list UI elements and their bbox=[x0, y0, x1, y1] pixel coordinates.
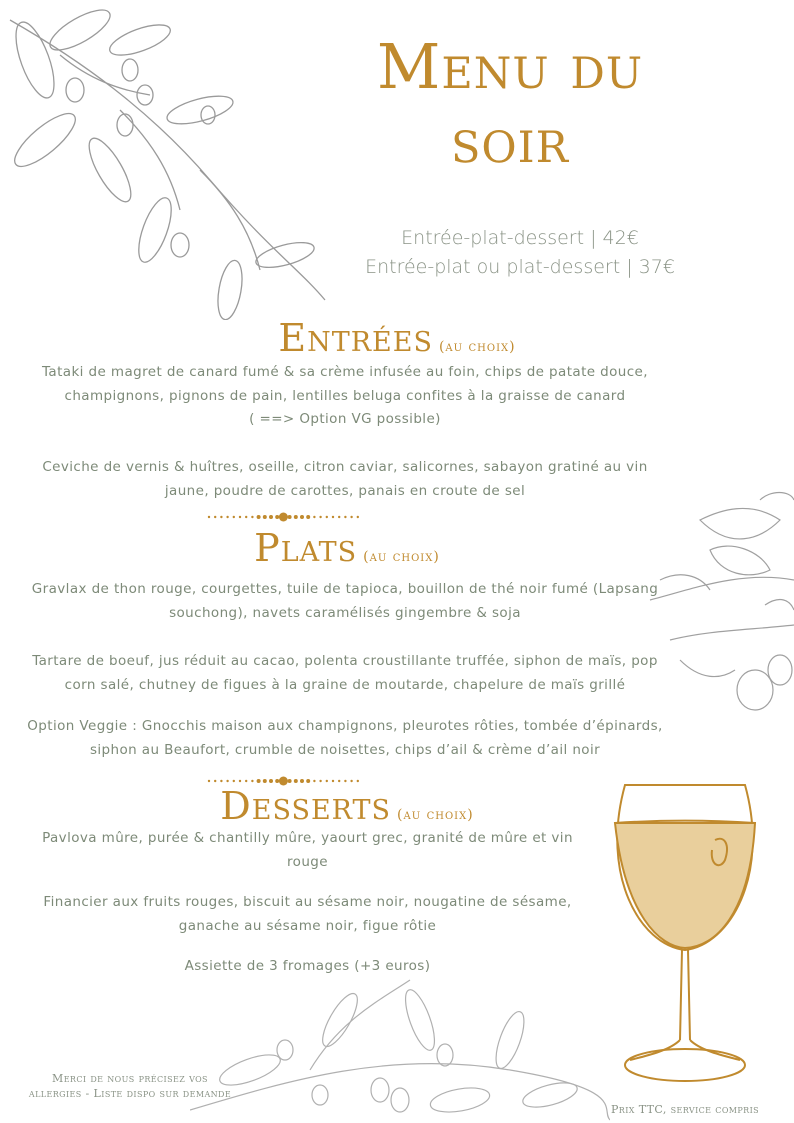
section-note: (au choix) bbox=[397, 807, 474, 823]
section-heading-desserts bbox=[0, 784, 744, 828]
section-heading-entrees bbox=[0, 316, 794, 360]
section-title: Desserts bbox=[220, 784, 392, 828]
dish-item: Pavlova mûre, purée & chantilly mûre, yaourt grec, granité de mûre et vin rouge bbox=[42, 830, 573, 870]
olive-branch-illustration bbox=[0, 0, 330, 320]
dish-item: Tataki de magret de canard fumé & sa crème infusée au foin, chips de patate douce, champignons, pignons de pain, lentilles beluga confites à la graisse de canard bbox=[42, 364, 648, 404]
price-note: Prix TTC, service compris bbox=[610, 1103, 760, 1116]
dish-item: Tartare de boeuf, jus réduit au cacao, polenta croustillante truffée, siphon de maïs, pop corn salé, chutney de figues à la graine de moutarde, chapelure de maïs grillé bbox=[32, 653, 658, 693]
dish-item: Financier aux fruits rouges, biscuit au sésame noir, nougatine de sésame, ganache au sésame noir, figue rôtie bbox=[43, 894, 572, 934]
allergy-line: Merci de nous précisez vos bbox=[52, 1072, 208, 1085]
section-heading-plats bbox=[0, 526, 744, 570]
dish-item: Assiette de 3 fromages (+3 euros) bbox=[184, 958, 431, 974]
dish-note: ( ==> Option VG possible) bbox=[249, 411, 441, 427]
section-note: (au choix) bbox=[363, 549, 440, 565]
allergy-line: allergies - Liste dispo sur demande bbox=[28, 1087, 232, 1100]
section-title: Entrées bbox=[278, 316, 433, 360]
section-title: Plats bbox=[254, 526, 358, 570]
pricing-block bbox=[350, 224, 690, 282]
dish-item: Option Veggie : Gnocchis maison aux champignons, pleurotes rôties, tombée d’épinards, siphon au Beaufort, crumble de noisettes, chips d’ail & crème d’ail noir bbox=[27, 718, 663, 758]
section-note: (au choix) bbox=[438, 339, 516, 355]
pricing-line: Entrée-plat-dessert | 42€ bbox=[401, 227, 639, 249]
divider-ornament bbox=[205, 511, 365, 523]
dish-item: Gravlax de thon rouge, courgettes, tuile de tapioca, bouillon de thé noir fumé (Lapsang souchong), navets caramélisés gingembre & soja bbox=[31, 581, 659, 621]
allergy-notice bbox=[5, 1071, 255, 1101]
pricing-line: Entrée-plat ou plat-dessert | 37€ bbox=[365, 256, 675, 278]
menu-title: Menu du soir bbox=[376, 30, 644, 177]
dish-item: Ceviche de vernis & huîtres, oseille, citron caviar, salicornes, sabayon gratiné au vin jaune, poudre de carottes, panais en croute de sel bbox=[42, 459, 648, 499]
